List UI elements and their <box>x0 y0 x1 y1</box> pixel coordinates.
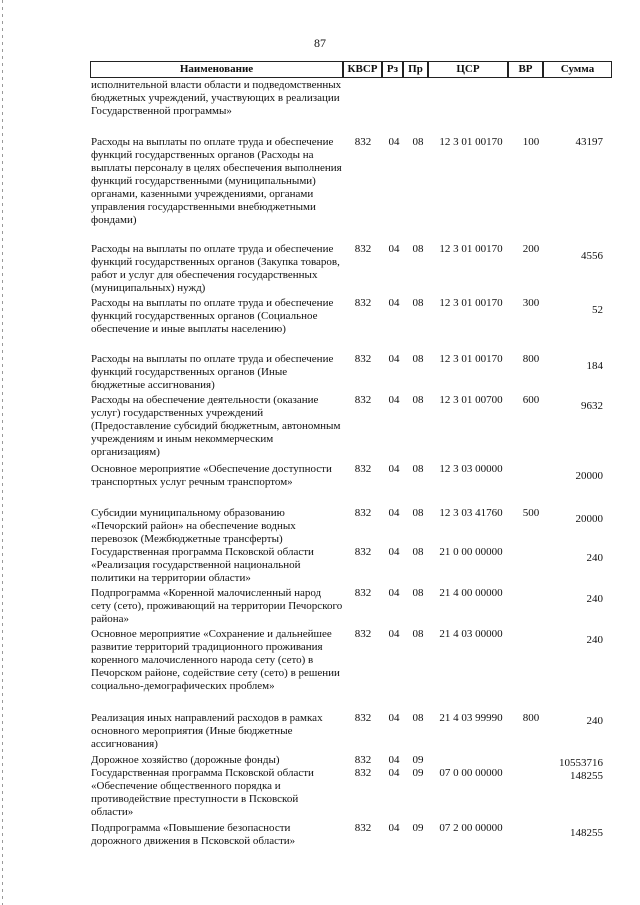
row-vr: 800 <box>522 353 540 365</box>
row-rz: 04 <box>388 394 400 406</box>
row-pr: 08 <box>412 507 424 519</box>
header-csr: ЦСР <box>428 61 508 78</box>
row-rz: 04 <box>388 767 400 779</box>
row-sum: 240 <box>586 593 603 605</box>
row-name: Подпрограмма «Коренной малочисленный народ сету (сето), проживающий на территории Печорского района» <box>91 587 343 625</box>
row-pr: 08 <box>412 297 424 309</box>
row-sum: 240 <box>586 552 603 564</box>
row-sum: 20000 <box>575 470 603 482</box>
row-name: исполнительной власти области и подведомственных бюджетных учреждений, участвующих в реализации Государственной программы» <box>91 79 342 117</box>
row-name: Расходы на выплаты по оплате труда и обеспечение функций государственных органов (Иные бюджетные ассигнования) <box>91 353 334 391</box>
row-csr: 12 3 03 00000 <box>439 463 503 475</box>
row-kvsr: 832 <box>354 507 372 519</box>
row-name: Расходы на выплаты по оплате труда и обеспечение функций государственных органов (Расходы на выплаты персоналу в целях обеспечения выполнения функций государственными (муниципальными) органами, казенными учреждениями, органами управления государственными внебюджетными фондами) <box>91 136 342 226</box>
row-kvsr: 832 <box>354 587 372 599</box>
row-csr: 07 0 00 00000 <box>439 767 503 779</box>
row-name: Расходы на выплаты по оплате труда и обеспечение функций государственных органов (Закупка товаров, работ и услуг для обеспечения государственных (муниципальных) нужд) <box>91 243 340 294</box>
row-pr: 08 <box>412 587 424 599</box>
row-name: Государственная программа Псковской области «Обеспечение общественного порядка и противодействие преступности в Псковской области» <box>91 767 314 818</box>
row-rz: 04 <box>388 243 400 255</box>
row-kvsr: 832 <box>354 822 372 834</box>
row-name: Расходы на обеспечение деятельности (оказание услуг) государственных учреждений (Предоставление субсидий бюджетным, автономным учреждениям и иным некоммерческим организациям) <box>91 394 341 458</box>
row-rz: 04 <box>388 712 400 724</box>
row-vr: 600 <box>522 394 540 406</box>
row-sum: 240 <box>586 634 603 646</box>
row-name: Основное мероприятие «Обеспечение доступности транспортных услуг речным транспортом» <box>91 463 332 488</box>
row-sum: 240 <box>586 715 603 727</box>
row-name: Субсидии муниципальному образованию «Печорский район» на обеспечение водных перевозок (Межбюджетные трансферты) <box>91 507 296 545</box>
row-sum: 10553716 <box>559 757 603 769</box>
row-name: Расходы на выплаты по оплате труда и обеспечение функций государственных органов (Социальное обеспечение и иные выплаты населению) <box>91 297 334 335</box>
row-name: Подпрограмма «Повышение безопасности дорожного движения в Псковской области» <box>91 822 296 847</box>
row-kvsr: 832 <box>354 353 372 365</box>
row-rz: 04 <box>388 628 400 640</box>
header-vr: ВР <box>508 61 543 78</box>
row-name: Реализация иных направлений расходов в рамках основного мероприятия (Иные бюджетные ассигнования) <box>91 712 323 750</box>
row-csr: 12 3 01 00170 <box>439 353 503 365</box>
row-rz: 04 <box>388 754 400 766</box>
page-number: 87 <box>314 36 326 50</box>
row-vr: 500 <box>522 507 540 519</box>
row-rz: 04 <box>388 546 400 558</box>
row-pr: 09 <box>412 767 424 779</box>
row-kvsr: 832 <box>354 243 372 255</box>
header-kvsr: КВСР <box>343 61 382 78</box>
row-sum: 148255 <box>570 770 603 782</box>
row-csr: 21 4 03 00000 <box>439 628 503 640</box>
row-csr: 12 3 01 00170 <box>439 243 503 255</box>
row-rz: 04 <box>388 297 400 309</box>
header-pr: Пр <box>403 61 428 78</box>
row-kvsr: 832 <box>354 136 372 148</box>
row-sum: 43197 <box>575 136 603 148</box>
row-rz: 04 <box>388 507 400 519</box>
row-sum: 9632 <box>581 400 603 412</box>
row-kvsr: 832 <box>354 628 372 640</box>
row-name: Дорожное хозяйство (дорожные фонды) <box>91 754 280 766</box>
scan-edge <box>2 0 3 905</box>
header-sum: Сумма <box>543 61 612 78</box>
row-csr: 12 3 03 41760 <box>439 507 503 519</box>
row-csr: 21 4 00 00000 <box>439 587 503 599</box>
row-kvsr: 832 <box>354 754 372 766</box>
row-kvsr: 832 <box>354 297 372 309</box>
row-rz: 04 <box>388 822 400 834</box>
row-csr: 12 3 01 00170 <box>439 297 503 309</box>
header-rz: Рз <box>382 61 403 78</box>
row-kvsr: 832 <box>354 394 372 406</box>
row-name: Основное мероприятие «Сохранение и дальнейшее развитие территорий традиционного проживания коренного малочисленного народа сету (сето) в Печорском районе, содействие сету (сето) в решении социально-демографических проблем» <box>91 628 340 692</box>
row-kvsr: 832 <box>354 767 372 779</box>
row-csr: 07 2 00 00000 <box>439 822 503 834</box>
header-name: Наименование <box>90 61 343 78</box>
row-pr: 08 <box>412 712 424 724</box>
row-pr: 08 <box>412 136 424 148</box>
row-csr: 12 3 01 00700 <box>439 394 503 406</box>
row-sum: 184 <box>586 360 603 372</box>
row-pr: 08 <box>412 243 424 255</box>
row-rz: 04 <box>388 463 400 475</box>
row-kvsr: 832 <box>354 463 372 475</box>
row-vr: 100 <box>522 136 540 148</box>
row-kvsr: 832 <box>354 712 372 724</box>
row-vr: 800 <box>522 712 540 724</box>
row-pr: 09 <box>412 754 424 766</box>
row-pr: 08 <box>412 394 424 406</box>
row-sum: 148255 <box>570 827 603 839</box>
row-pr: 09 <box>412 822 424 834</box>
row-pr: 08 <box>412 463 424 475</box>
row-vr: 300 <box>522 297 540 309</box>
row-rz: 04 <box>388 136 400 148</box>
row-kvsr: 832 <box>354 546 372 558</box>
row-csr: 21 4 03 99990 <box>439 712 503 724</box>
row-pr: 08 <box>412 353 424 365</box>
row-sum: 52 <box>592 304 603 316</box>
row-name: Государственная программа Псковской области «Реализация государственной национальной политики на территории области» <box>91 546 314 584</box>
row-sum: 20000 <box>575 513 603 525</box>
row-rz: 04 <box>388 353 400 365</box>
row-vr: 200 <box>522 243 540 255</box>
row-rz: 04 <box>388 587 400 599</box>
row-csr: 21 0 00 00000 <box>439 546 503 558</box>
table-header <box>90 61 612 78</box>
row-pr: 08 <box>412 546 424 558</box>
row-pr: 08 <box>412 628 424 640</box>
row-csr: 12 3 01 00170 <box>439 136 503 148</box>
row-sum: 4556 <box>581 250 603 262</box>
